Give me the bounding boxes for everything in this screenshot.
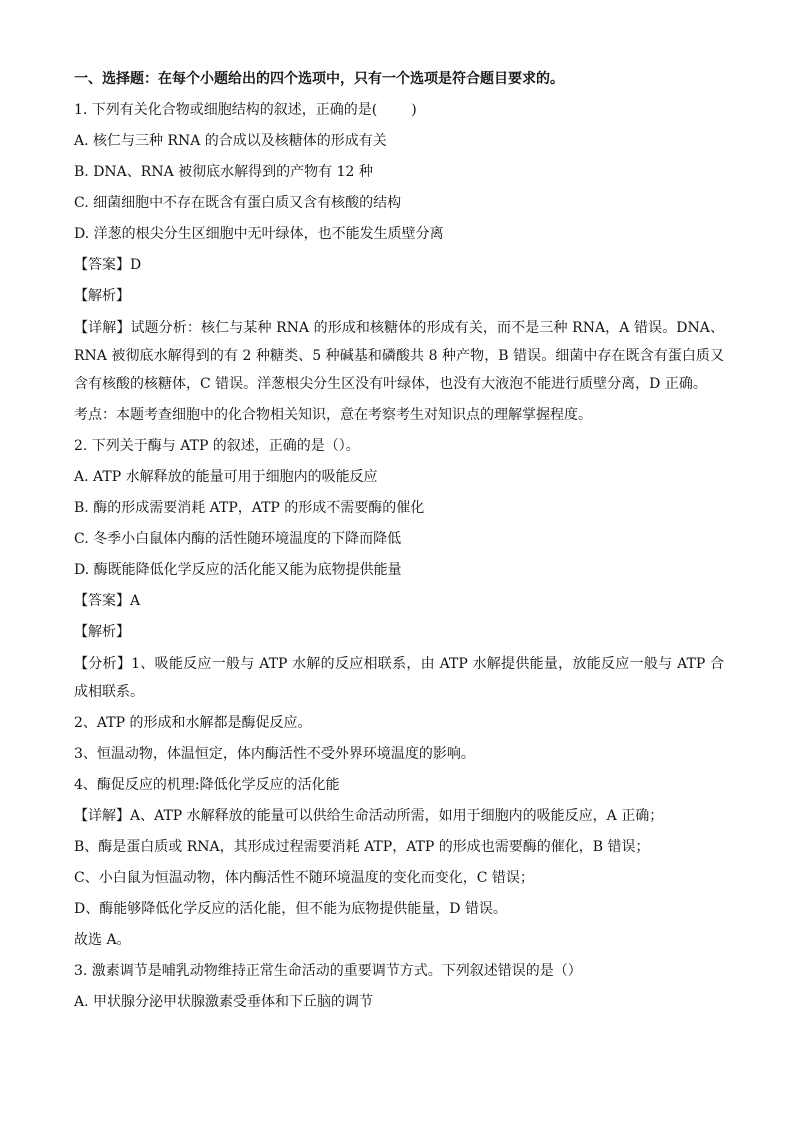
question-2-point-3: 3、恒温动物，体温恒定，体内酶活性不受外界环境温度的影响。 xyxy=(74,746,475,762)
question-2-option-a: A. ATP 水解释放的能量可用于细胞内的吸能反应 xyxy=(74,469,378,485)
question-2-conclusion: 故选 A。 xyxy=(74,932,131,948)
question-2-point-2: 2、ATP 的形成和水解都是酶促反应。 xyxy=(74,715,312,731)
question-3-option-a: A. 甲状腺分泌甲状腺激素受垂体和下丘脑的调节 xyxy=(74,994,374,1010)
question-1-option-c: C. 细菌细胞中不存在既含有蛋白质又含有核酸的结构 xyxy=(74,195,402,211)
question-3-stem: 3. 激素调节是哺乳动物维持正常生命活动的重要调节方式。下列叙述错误的是（） xyxy=(74,963,582,979)
answer-value: A xyxy=(130,593,141,609)
question-1-option-a: A. 核仁与三种 RNA 的合成以及核糖体的形成有关 xyxy=(74,133,387,149)
question-2-point-4: 4、酶促反应的机理:降低化学反应的活化能 xyxy=(74,777,340,793)
answer-tag: 【答案】 xyxy=(74,593,130,609)
question-2-option-d: D. 酶既能降低化学反应的活化能又能为底物提供能量 xyxy=(74,562,402,578)
question-2-fenxi: 【分析】1、吸能反应一般与 ATP 水解的反应相联系，由 ATP 水解提供能量，放能反应一般与 ATP 合成相联系。 xyxy=(74,656,724,700)
question-2-answer xyxy=(74,586,724,617)
question-1-kaodian: 考点：本题考查细胞中的化合物相关知识，意在考察考生对知识点的理解掌握程度。 xyxy=(74,407,592,423)
question-1-analysis-tag: 【解析】 xyxy=(74,288,130,304)
question-1-detail: 【详解】试题分析：核仁与某种 RNA 的形成和核糖体的形成有关，而不是三种 RNA，A 错误。DNA、RNA 被彻底水解得到的有 2 种糖类、5 种碱基和磷酸共 8 种产物，B 错误。细菌中存在既含有蛋白质又含有核酸的核糖体，C 错误。洋葱根尖分生区没有叶绿体，也没有大液泡不能进行质壁分离，D 正确。 xyxy=(74,320,724,392)
section-heading: 一、选择题：在每个小题给出的四个选项中，只有一个选项是符合题目要求的。 xyxy=(74,71,564,87)
question-2-detail-a: 【详解】A、ATP 水解释放的能量可以供给生命活动所需，如用于细胞内的吸能反应，A 正确； xyxy=(74,808,664,824)
question-1-answer xyxy=(74,250,724,281)
answer-value: D xyxy=(130,257,142,273)
question-1-stem-text: 1. 下列有关化合物或细胞结构的叙述，正确的是( xyxy=(74,102,378,118)
answer-tag: 【答案】 xyxy=(74,257,130,273)
question-2-stem: 2. 下列关于酶与 ATP 的叙述，正确的是（）。 xyxy=(74,438,360,454)
question-2-option-b: B. 酶的形成需要消耗 ATP，ATP 的形成不需要酶的催化 xyxy=(74,500,425,516)
question-2-analysis-tag: 【解析】 xyxy=(74,624,130,640)
question-2-detail-c: C、小白鼠为恒温动物，体内酶活性不随环境温度的变化而变化，C 错误； xyxy=(74,870,534,886)
question-2-option-c: C. 冬季小白鼠体内酶的活性随环境温度的下降而降低 xyxy=(74,531,402,547)
question-2-detail-d: D、酶能够降低化学反应的活化能，但不能为底物提供能量，D 错误。 xyxy=(74,901,507,917)
question-1-option-d: D. 洋葱的根尖分生区细胞中无叶绿体，也不能发生质壁分离 xyxy=(74,226,444,242)
document-page xyxy=(74,64,724,1018)
question-1-stem-end: ) xyxy=(411,102,417,118)
question-2-detail-b: B、酶是蛋白质或 RNA，其形成过程需要消耗 ATP，ATP 的形成也需要酶的催化，B 错误； xyxy=(74,839,650,855)
question-1-option-b: B. DNA、RNA 被彻底水解得到的产物有 12 种 xyxy=(74,164,373,180)
question-1-stem xyxy=(74,95,724,126)
